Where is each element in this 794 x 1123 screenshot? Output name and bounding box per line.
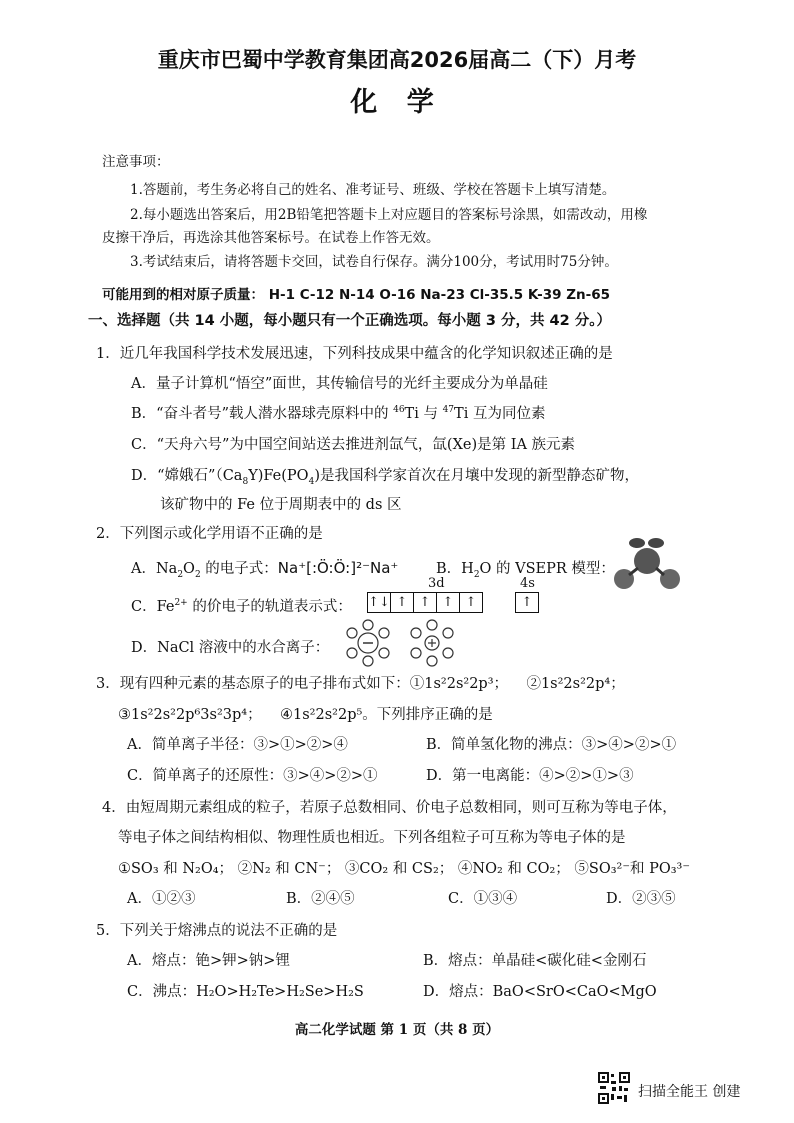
note-2a: 2.每小题选出答案后，用2B铅笔把答题卡上对应题目的答案标号涂黑，如需改动，用橡 — [130, 207, 648, 223]
q1-option-c: C．“天舟六号”为中国空间站送去推进剂氙气，氙(Xe)是第 IA 族元素 — [131, 437, 576, 453]
orbital-diagram-3d — [368, 591, 483, 613]
q2-option-a: A．$Na_2O_2$ 的电子式：Na⁺[:Ö:Ö:]²⁻Na⁺ — [131, 559, 399, 580]
scanner-watermark: 扫描全能王 创建 — [638, 1084, 741, 1100]
orbital-box: ↑ — [436, 592, 460, 613]
q5-option-c: C．沸点：H₂O>H₂Te>H₂Se>H₂S — [127, 984, 364, 1000]
q3-option-d: D．第一电离能：④>②>①>③ — [426, 768, 634, 784]
atomic-mass-line: 可能用到的相对原子质量： H-1 C-12 N-14 O-16 Na-23 Cl-35.5 K-39 Zn-65 — [102, 287, 611, 303]
q4-option-c: C．①③④ — [448, 891, 518, 907]
vsepr-model-image — [612, 535, 684, 593]
q5-option-b: B．熔点：单晶硅<碳化硅<金刚石 — [423, 953, 647, 969]
q4-stem-3: ①SO₃ 和 N₂O₄； ②N₂ 和 CN⁻； ③CO₂ 和 CS₂； ④NO₂ 和 CO₂； ⑤SO₃²⁻和 PO₃³⁻ — [118, 861, 691, 877]
q3-option-a: A．简单离子半径：③>①>②>④ — [127, 737, 348, 753]
q4-option-d: D．②③⑤ — [606, 891, 676, 907]
na2o2-electron-formula: Na⁺[:Ö:Ö:]²⁻Na⁺ — [277, 559, 399, 577]
q1-option-b: B．“奋斗者号”载人潜水器球壳原料中的 $^{46}$Ti 与 $^{47}$Ti 互为同位素 — [131, 405, 546, 422]
orbital-box: ↑ — [459, 592, 483, 613]
q4-stem-2: 等电子体之间结构相似、物理性质也相近。下列各组粒子可互称为等电子体的是 — [118, 830, 626, 846]
q4-option-a: A．①②③ — [127, 891, 196, 907]
notes-heading: 注意事项： — [102, 154, 170, 170]
q2-option-c: C．$Fe^{2+}$ 的价电子的轨道表示式： — [131, 598, 352, 615]
q5-stem: 5．下列关于熔沸点的说法不正确的是 — [96, 923, 338, 939]
orbital-box: ↑ — [390, 592, 414, 613]
q3-option-b: B．简单氢化物的沸点：③>④>②>① — [426, 737, 677, 753]
q2-option-d: D．NaCl 溶液中的水合离子： — [131, 640, 330, 656]
orbital-diagram-4s — [516, 591, 539, 613]
orbital-label-4s: 4s — [520, 576, 535, 591]
orbital-box: ↑ — [515, 592, 539, 613]
q2-option-b: B．$H_2O$ 的 VSEPR 模型： — [436, 561, 615, 580]
q4-stem-1: 4．由短周期元素组成的粒子，若原子总数相同、价电子总数相同，则可互称为等电子体， — [102, 800, 677, 816]
section-heading: 一、选择题（共 14 小题，每小题只有一个正确选项。每小题 3 分，共 42 分。） — [88, 313, 611, 329]
q4-option-b: B．②④⑤ — [286, 891, 355, 907]
subject-title: 化 学 — [350, 87, 444, 118]
orbital-label-3d: 3d — [428, 576, 445, 591]
note-1: 1.答题前，考生务必将自己的姓名、准考证号、班级、学校在答题卡上填写清楚。 — [130, 182, 616, 198]
note-2b: 皮擦干净后，再选涂其他答案标号。在试卷上作答无效。 — [102, 230, 440, 246]
q1-option-d: D．“嫦娥石$”(Ca_8Y)Fe(PO_4)$是我国科学家首次在月壤中发现的新型静态矿物， — [131, 468, 639, 487]
q1-option-d-cont: 该矿物中的 Fe 位于周期表中的 ds 区 — [160, 497, 402, 513]
q1-option-a: A．量子计算机“悟空”面世，其传输信号的光纤主要成分为单晶硅 — [131, 376, 548, 392]
orbital-box: ↑ — [413, 592, 437, 613]
q3-stem-cont: ③1s²2s²2p⁶3s²3p⁴； ④1s²2s²2p⁵。下列排序正确的是 — [118, 707, 493, 723]
hydrated-ions-image — [338, 617, 462, 669]
exam-title: 重庆市巴蜀中学教育集团高2026届高二（下）月考 — [157, 48, 637, 72]
q1-stem: 1．近几年我国科学技术发展迅速，下列科技成果中蕴含的化学知识叙述正确的是 — [96, 346, 613, 362]
q5-option-a: A．熔点：铯>钾>钠>锂 — [127, 953, 290, 969]
page-footer: 高二化学试题 第 1 页（共 8 页） — [294, 1022, 500, 1038]
qr-code-icon — [598, 1072, 630, 1104]
note-3: 3.考试结束后，请将答题卡交回，试卷自行保存。满分100分，考试用时75分钟。 — [130, 254, 618, 270]
orbital-box: ↑↓ — [367, 592, 391, 613]
q3-option-c: C．简单离子的还原性：③>④>②>① — [127, 768, 378, 784]
q5-option-d: D．熔点：BaO<SrO<CaO<MgO — [423, 984, 657, 1000]
q2-stem: 2．下列图示或化学用语不正确的是 — [96, 526, 323, 542]
q3-stem: 3．现有四种元素的基态原子的电子排布式如下：①1s²2s²2p³； ②1s²2s²2p⁴； — [96, 676, 625, 692]
